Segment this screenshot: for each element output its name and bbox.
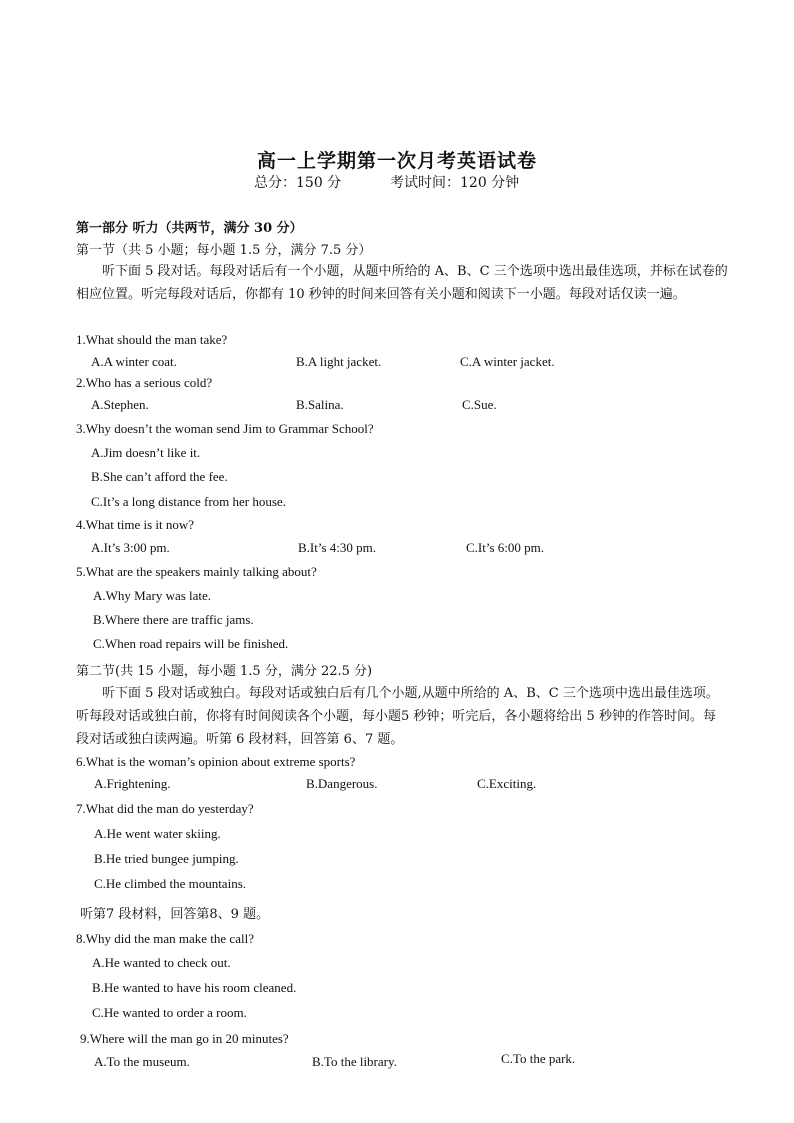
exam-time: 考试时间：120 分钟 [390,175,520,191]
part1-heading: 第一部分 听力（共两节，满分 30 分） [76,221,303,236]
option-c: C.A winter jacket. [460,354,555,369]
option-a: A.It’s 3:00 pm. [91,540,170,555]
option-b: B.Salina. [296,397,344,412]
option-a: A.Frightening. [94,776,171,791]
question-stem: 8.Why did the man make the call? [76,931,254,946]
question-stem: 4.What time is it now? [76,517,195,532]
option-c: C.He climbed the mountains. [94,876,247,891]
option-b: B.He wanted to have his room cleaned. [92,980,297,995]
option-c: C.It’s 6:00 pm. [466,540,545,555]
option-c: C.To the park. [501,1051,576,1066]
option-a: A.Jim doesn’t like it. [91,445,201,460]
option-b: B.He tried bungee jumping. [94,851,239,866]
question-stem: 1.What should the man take? [76,332,228,347]
option-c: C.Sue. [462,397,497,412]
option-b: B.A light jacket. [296,354,382,369]
option-a: A.He went water skiing. [94,826,221,841]
section2-instructions: 听下面 5 段对话或独白。每段对话或独白后有几个小题,从题中所给的 A、B、C 三个选项中选出最佳选项。听每段对话或独白前，你将有时间阅读各个小题，每小题5 秒钟；听完后，各小题将给出 5 秒钟的作答时间。每段对话或独白读两遍。听第 6 段材料，回答第 6、7 题。 [76,686,719,747]
section2-heading: 第二节(共 15 小题，每小题 1.5 分，满分 22.5 分) [76,664,373,679]
question-stem: 6.What is the woman’s opinion about extreme sports? [76,754,356,769]
option-b: B.It’s 4:30 pm. [298,540,377,555]
option-b: B.Dangerous. [306,776,378,791]
option-c: C.When road repairs will be finished. [93,636,289,651]
option-b: B.Where there are traffic jams. [93,612,254,627]
question-stem: 2.Who has a serious cold? [76,375,213,390]
option-c: C.Exciting. [477,776,537,791]
option-c: C.He wanted to order a room. [92,1005,247,1020]
section1-heading: 第一节（共 5 小题；每小题 1.5 分，满分 7.5 分） [76,243,372,258]
option-a: A.Stephen. [91,397,149,412]
question-stem: 5.What are the speakers mainly talking about? [76,564,317,579]
option-a: A.He wanted to check out. [92,955,231,970]
section1-instructions: 听下面 5 段对话。每段对话后有一个小题，从题中所给的 A、B、C 三个选项中选出最佳选项，并标在试卷的相应位置。听完每段对话后，你都有 10 秒钟的时间来回答有关小题和阅读下一小题。每段对话仅读一遍。 [76,264,728,302]
question-stem: 9.Where will the man go in 20 minutes? [80,1031,289,1046]
question-stem: 3.Why doesn’t the woman send Jim to Grammar School? [76,421,374,436]
question-stem: 7.What did the man do yesterday? [76,801,254,816]
material-7-note: 听第7 段材料，回答第8、9 题。 [80,907,270,922]
option-c: C.It’s a long distance from her house. [91,494,286,509]
option-a: A.A winter coat. [91,354,177,369]
exam-title: 高一上学期第一次月考英语试卷 [256,150,537,172]
total-score: 总分：150 分 [254,175,342,191]
option-a: A.Why Mary was late. [93,588,212,603]
option-a: A.To the museum. [94,1054,190,1069]
option-b: B.To the library. [312,1054,397,1069]
option-b: B.She can’t afford the fee. [91,469,228,484]
